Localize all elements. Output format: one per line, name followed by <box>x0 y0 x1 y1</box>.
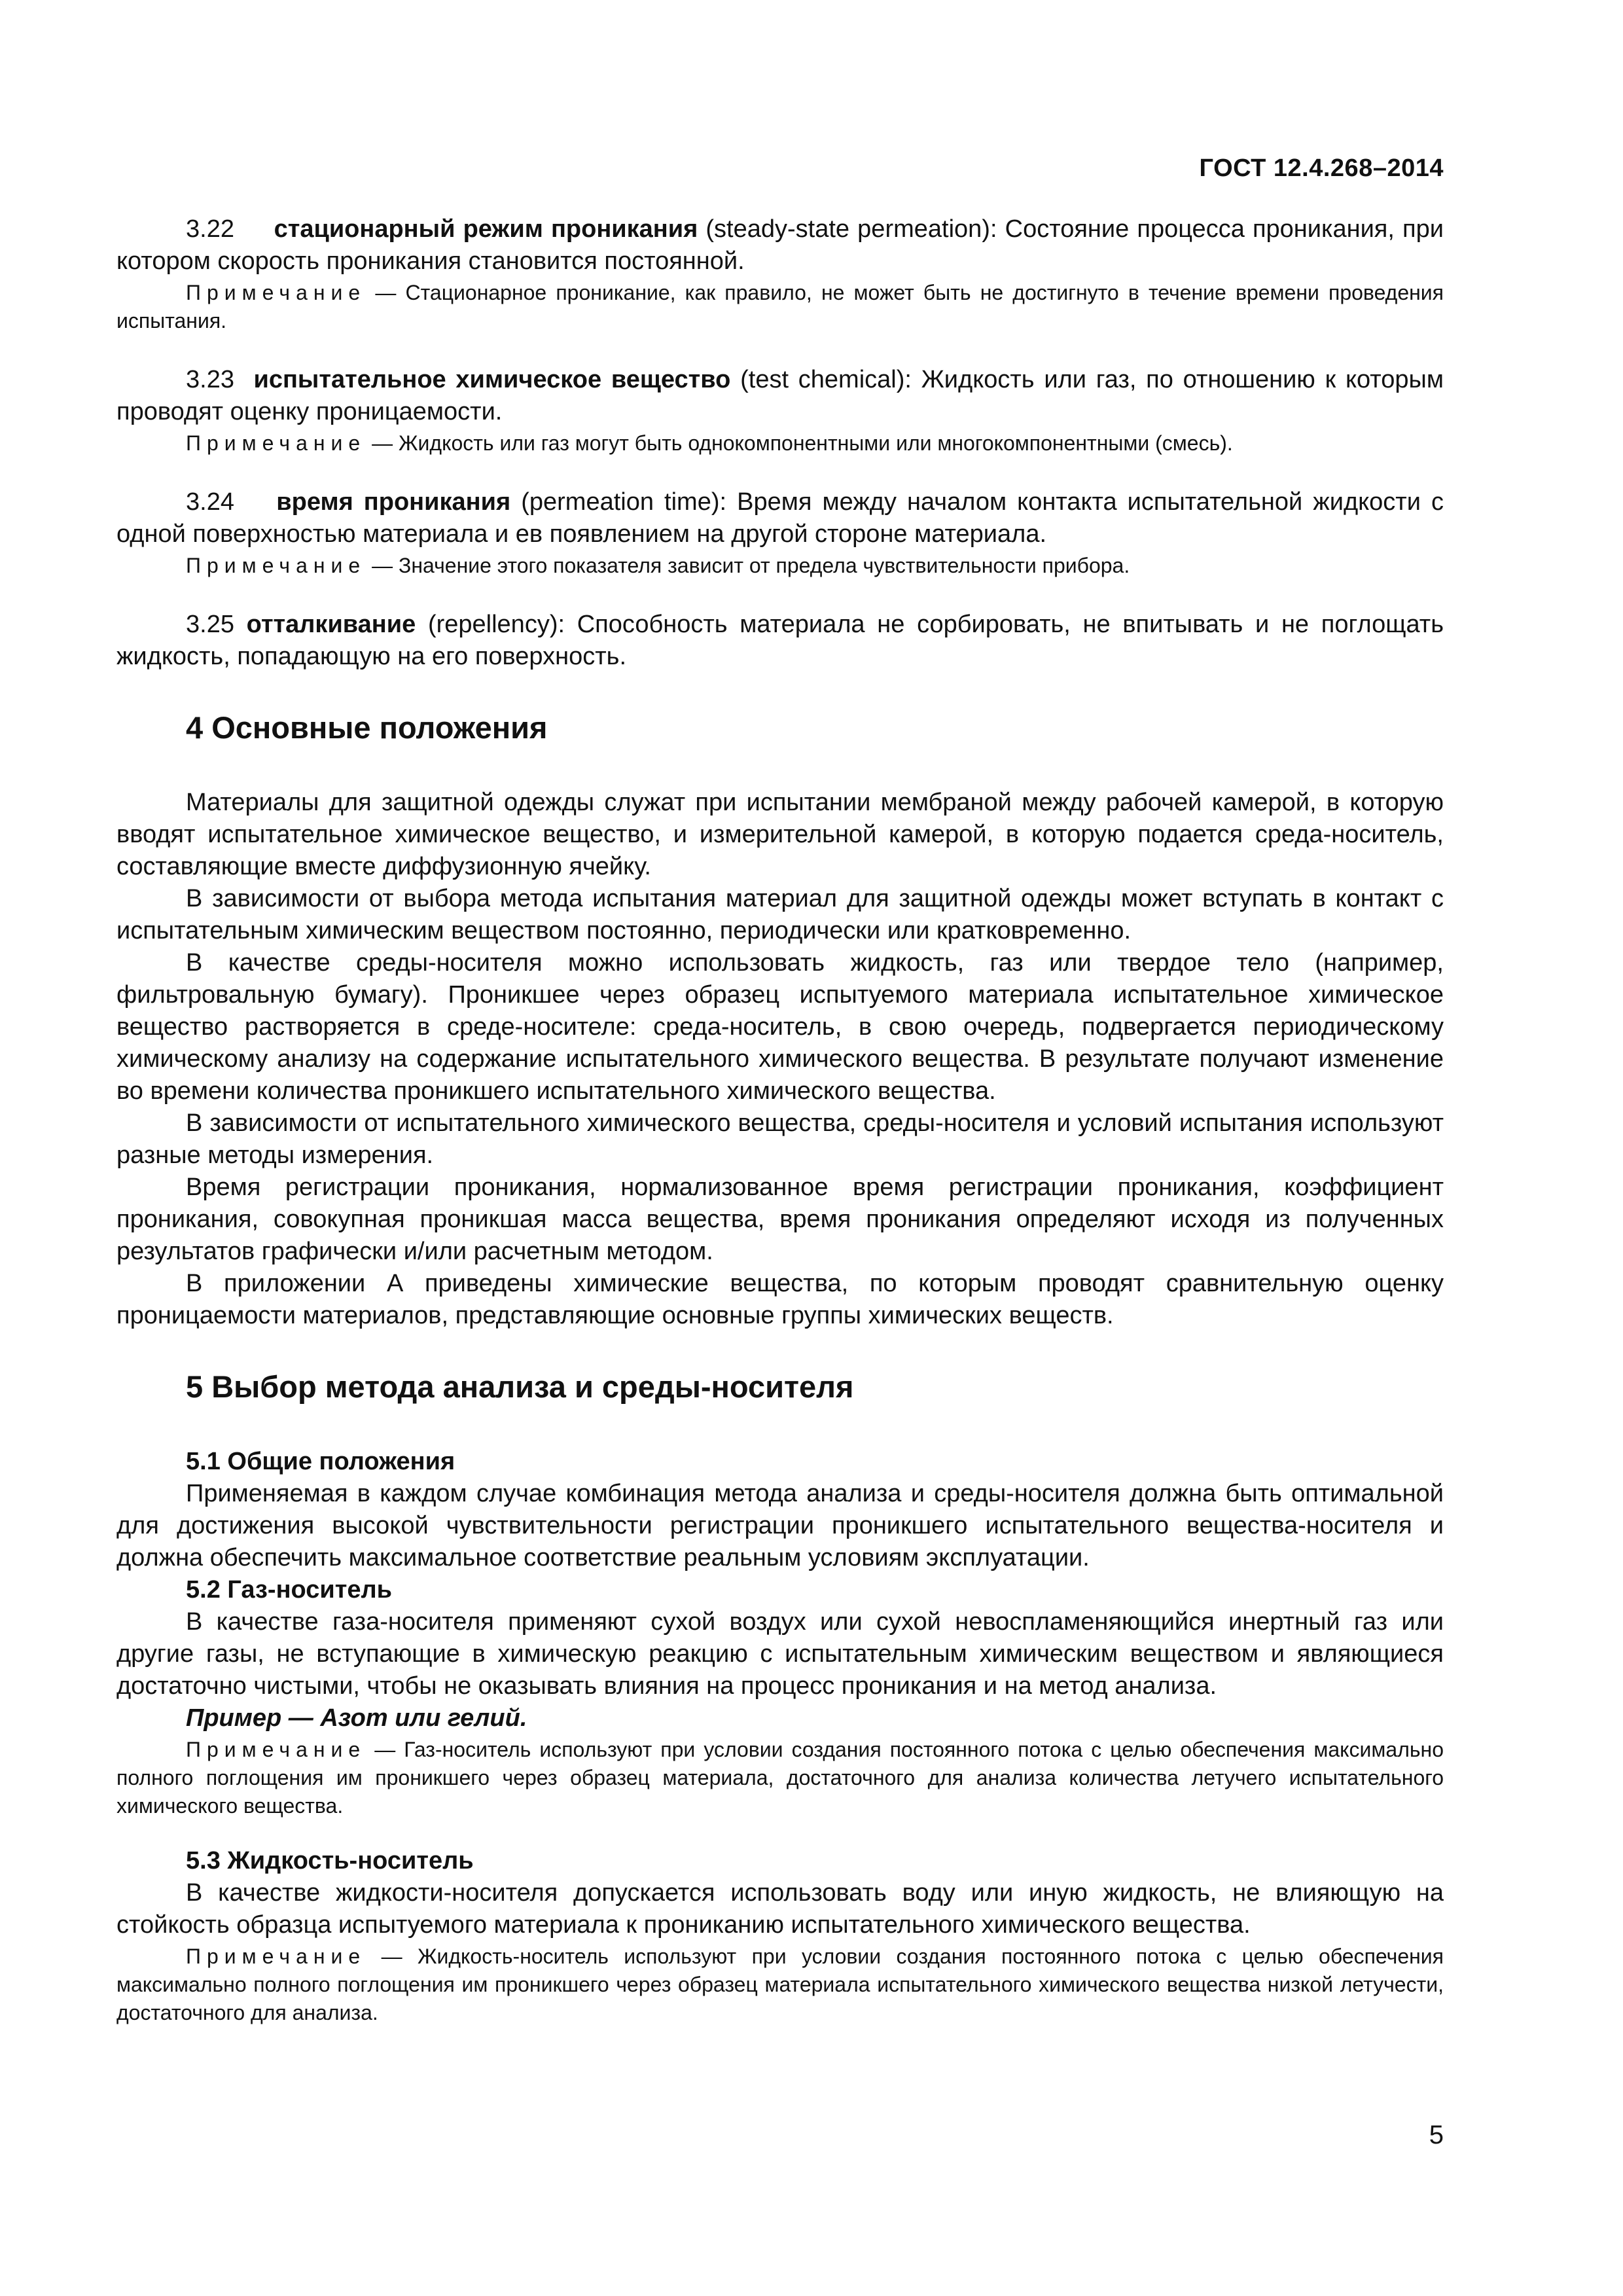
paragraph: В зависимости от испытательного химического вещества, среды-носителя и условий испытания используют разные методы измерения. <box>116 1109 1444 1169</box>
document-body <box>116 213 1444 2027</box>
term-number: 3.25 <box>186 611 234 638</box>
note-text: — Газ-носитель используют при условии создания постоянного потока с целью обеспечения максимально полного поглощения им проникшего через образец материала, достаточного для анализа количества летучего испытательного химического вещества. <box>116 1738 1444 1818</box>
page-number: 5 <box>1429 2121 1444 2149</box>
term-note <box>116 429 1444 457</box>
paragraph: В приложении А приведены химические вещества, по которым проводят сравнительную оценку проницаемости материалов, представляющие основные группы химических веществ. <box>116 1270 1444 1329</box>
subsection-heading: 5.2 Газ-носитель <box>186 1576 392 1604</box>
note-text: — Стационарное проникание, как правило, не может быть не достигнуто в течение времени проведения испытания. <box>116 281 1444 332</box>
subsection-5-2 <box>116 1574 1444 1820</box>
term-number: 3.22 <box>186 215 234 243</box>
subsection-5-1 <box>116 1446 1444 1574</box>
term-english: (test chemical): <box>740 366 912 393</box>
term-number: 3.23 <box>186 366 234 393</box>
term-english: (repellency): <box>427 611 565 638</box>
document-page <box>116 0 1444 2296</box>
section-4-body <box>116 787 1444 1332</box>
term-definition <box>116 609 1444 673</box>
term-title: отталкивание <box>246 611 416 638</box>
term-number: 3.24 <box>186 488 234 516</box>
paragraph: Применяемая в каждом случае комбинация метода анализа и среды-носителя должна быть оптимальной для достижения высокой чувствительности регистрации проникшего испытательного вещества-носителя и должна обеспечить максимальное соответствие реальным условиям эксплуатации. <box>116 1480 1444 1571</box>
paragraph: Время регистрации проникания, нормализованное время регистрации проникания, коэффициент проникания, совокупная проникшая масса вещества, время проникания определяют исходя из полученных результатов графически и/или расчетным методом. <box>116 1174 1444 1265</box>
term-3-24 <box>116 486 1444 580</box>
term-definition-text: Время между началом контакта испытательной жидкости с одной поверхностью материала и ев появлением на другой стороне материала. <box>116 488 1444 548</box>
note-label: Примечание <box>186 1945 366 1968</box>
note-label: Примечание <box>186 281 366 304</box>
term-3-25 <box>116 609 1444 673</box>
example-text: Пример — Азот или гелий. <box>186 1704 527 1732</box>
subsection-5-3 <box>116 1845 1444 2027</box>
term-definition-text: Жидкость или газ, по отношению к которым проводят оценку проницаемости. <box>116 366 1444 425</box>
term-title: время проникания <box>276 488 511 516</box>
section-4-heading: 4 Основные положения <box>186 710 548 745</box>
term-english: (permeation time): <box>521 488 727 516</box>
term-english: (steady-state permeation): <box>705 215 997 243</box>
note-text: — Жидкость-носитель используют при условии создания постоянного потока с целью обеспечения максимально полного поглощения им проникшего через образец материала испытательного химического вещества низкой летучести, достаточного для анализа. <box>116 1945 1444 2024</box>
term-definition-text: Состояние процесса проникания, при котором скорость проникания становится постоянной. <box>116 215 1444 275</box>
subsection-note <box>116 1943 1444 2027</box>
paragraph: В качестве среды-носителя можно использовать жидкость, газ или твердое тело (например, фильтровальную бумагу). Проникшее через образец испытуемого материала испытательное химическое вещество растворяется в среде-носителе: среда-носитель, в свою очередь, подвергается периодическому химическому анализу на содержание испытательного химического вещества. В результате получают изменение во времени количества проникшего испытательного химического вещества. <box>116 949 1444 1105</box>
subsection-heading: 5.1 Общие положения <box>186 1448 455 1475</box>
standard-code: ГОСТ 12.4.268–2014 <box>1199 154 1444 182</box>
term-title: испытательное химическое вещество <box>253 366 731 393</box>
term-3-23 <box>116 364 1444 457</box>
paragraph: В зависимости от выбора метода испытания материал для защитной одежды может вступать в контакт с испытательным химическим веществом постоянно, периодически или кратковременно. <box>116 885 1444 944</box>
note-text: — Жидкость или газ могут быть однокомпонентными или многокомпонентными (смесь). <box>372 431 1233 455</box>
section-5-heading: 5 Выбор метода анализа и среды-носителя <box>186 1369 854 1404</box>
term-definition-text: Способность материала не сорбировать, не впитывать и не поглощать жидкость, попадающую на его поверхность. <box>116 611 1444 670</box>
term-definition <box>116 364 1444 428</box>
subsection-note <box>116 1736 1444 1820</box>
note-label: Примечание <box>186 431 366 455</box>
term-3-22 <box>116 213 1444 335</box>
note-text: — Значение этого показателя зависит от предела чувствительности прибора. <box>372 554 1130 577</box>
paragraph: В качестве жидкости-носителя допускается использовать воду или иную жидкость, не влияющую на стойкость образца испытуемого материала к прониканию испытательного химического вещества. <box>116 1879 1444 1939</box>
paragraph: В качестве газа-носителя применяют сухой воздух или сухой невоспламеняющийся инертный газ или другие газы, не вступающие в химическую реакцию с испытательным химическим веществом и являющиеся достаточно чистыми, чтобы не оказывать влияния на процесс проникания и на метод анализа. <box>116 1608 1444 1700</box>
term-title: стационарный режим проникания <box>274 215 698 243</box>
term-note <box>116 552 1444 580</box>
term-definition <box>116 486 1444 550</box>
subsection-heading: 5.3 Жидкость-носитель <box>186 1847 474 1874</box>
term-definition <box>116 213 1444 278</box>
paragraph: Материалы для защитной одежды служат при испытании мембраной между рабочей камерой, в которую вводят испытательное химическое вещество, и измерительной камерой, в которую подается среда-носитель, составляющие вместе диффузионную ячейку. <box>116 789 1444 880</box>
note-label: Примечание <box>186 554 366 577</box>
term-note <box>116 279 1444 335</box>
note-label: Примечание <box>186 1738 366 1761</box>
